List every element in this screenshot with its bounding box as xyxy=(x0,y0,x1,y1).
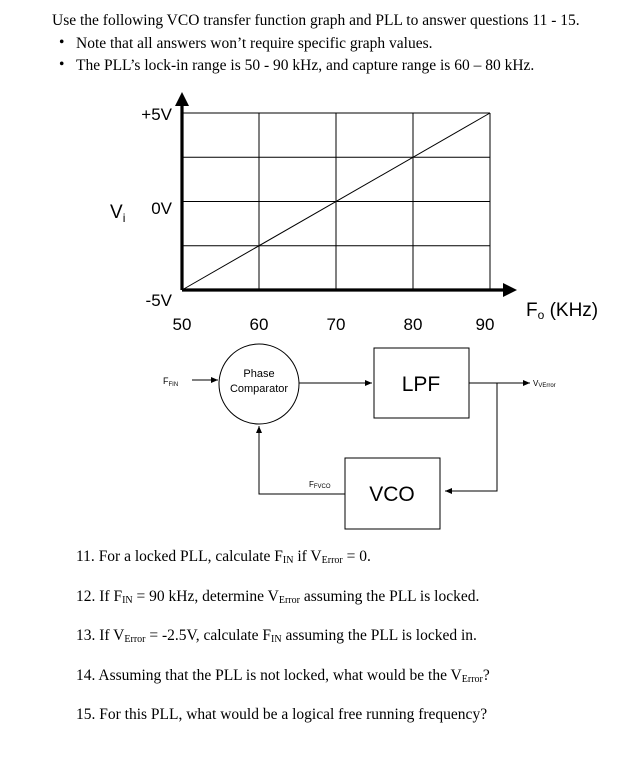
question-text: 12. xyxy=(76,588,100,605)
y-axis-label: $V_i$ xyxy=(110,202,126,225)
question-text: For a locked PLL, calculate F xyxy=(98,548,283,565)
bullet-text: Note that all answers won’t require specific graph values. xyxy=(76,35,433,52)
question-text: 13. xyxy=(76,627,100,644)
y-tick-label: +5V xyxy=(141,105,172,124)
question-11 xyxy=(76,548,371,566)
question-14 xyxy=(76,667,490,685)
x-tick-label: 60 xyxy=(249,315,269,334)
question-text: 14. xyxy=(76,667,99,684)
question-text: If F xyxy=(99,588,123,605)
question-text: Assuming that the PLL is not locked, what would be the V xyxy=(98,667,462,684)
question-text: If V xyxy=(99,627,125,644)
question-15 xyxy=(76,706,487,724)
x-tick-label: 50 xyxy=(172,315,192,334)
x-tick-label: 90 xyxy=(475,315,495,334)
phase-comparator-label-2: Comparator xyxy=(229,383,289,395)
x-tick-label: 80 xyxy=(403,315,423,334)
question-text: 15. xyxy=(76,706,100,723)
question-text: ? xyxy=(482,667,490,684)
question-text: = 90 kHz, determine V xyxy=(132,588,279,605)
lpf-label: LPF xyxy=(401,373,441,396)
y-tick-label: 0V xyxy=(151,199,172,218)
phase-comparator-label-1: Phase xyxy=(243,368,275,380)
vco-label: VCO xyxy=(369,483,415,506)
question-subscript: IN xyxy=(271,634,282,645)
question-text: if V xyxy=(293,548,322,565)
question-subscript: Error xyxy=(278,595,300,606)
fin-label: $F_{FIN}$ xyxy=(163,376,179,388)
x-tick-label: 70 xyxy=(326,315,346,334)
question-subscript: IN xyxy=(282,555,294,566)
intro-text: Use the following VCO transfer function graph and PLL to answer questions 11 - 15. xyxy=(52,12,580,29)
question-text: assuming the PLL is locked in. xyxy=(281,627,477,644)
bullet-dot-icon: • xyxy=(59,56,65,73)
question-text: assuming the PLL is locked. xyxy=(299,588,480,605)
question-subscript: Error xyxy=(321,555,343,566)
question-text: 11. xyxy=(76,548,99,565)
bullet-text: The PLL’s lock-in range is 50 - 90 kHz, and capture range is 60 – 80 kHz. xyxy=(76,57,535,74)
question-text: = 0. xyxy=(342,548,371,565)
question-text: = -2.5V, calculate F xyxy=(145,627,272,644)
question-subscript: Error xyxy=(461,674,483,685)
x-axis-label: Fo (KHz) xyxy=(526,300,599,322)
vco-to-comparator-wire xyxy=(259,426,345,494)
question-12 xyxy=(76,588,479,606)
bullet-dot-icon: • xyxy=(59,34,65,51)
y-tick-label: -5V xyxy=(145,291,172,310)
verror-label: VVError xyxy=(533,379,556,389)
question-13 xyxy=(76,627,477,645)
question-text: For this PLL, what would be a logical free running frequency? xyxy=(99,706,488,723)
question-subscript: Error xyxy=(124,634,146,645)
fvco-label: FFVCO xyxy=(309,480,331,490)
question-subscript: IN xyxy=(122,595,133,606)
